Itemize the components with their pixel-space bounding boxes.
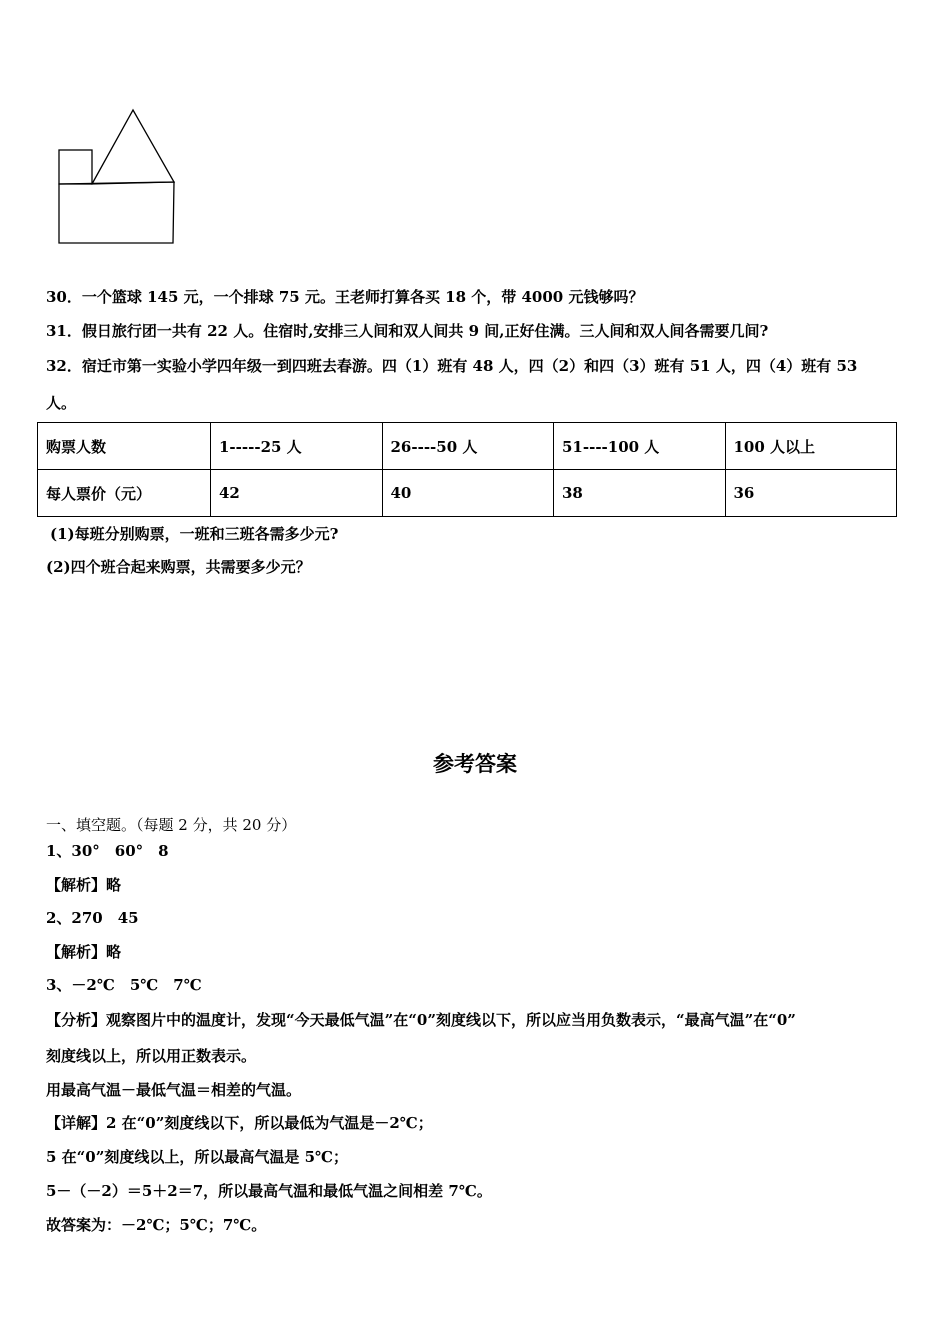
question-32-continued: 人。 (46, 394, 77, 412)
answer-3-formula: 用最高气温－最低气温＝相差的气温。 (46, 1081, 302, 1099)
question-31: 31．假日旅行团一共有 22 人。住宿时,安排三人间和双人间共 9 间,正好住满。三人间和双人间各需要几间? (46, 322, 769, 340)
answer-2-note: 【解析】略 (46, 943, 122, 961)
answer-title: 参考答案 (433, 752, 517, 776)
answer-1-note: 【解析】略 (46, 876, 122, 894)
answer-3: 3、－2℃ 5℃ 7℃ (46, 976, 202, 994)
table-cell: 100 人以上 (725, 423, 897, 470)
table-cell: 38 (554, 470, 726, 517)
answer-2: 2、270 45 (46, 909, 139, 927)
answer-3-detail-3: 5－（－2）＝5＋2＝7，所以最高气温和最低气温之间相差 7℃。 (46, 1182, 492, 1200)
answer-3-detail-1: 【详解】2 在“0”刻度线以下，所以最低为气温是－2℃； (46, 1114, 433, 1132)
sub-question-1: (1)每班分别购票，一班和三班各需多少元? (50, 525, 339, 543)
answer-3-analysis: 【分析】观察图片中的温度计，发现“今天最低气温”在“0”刻度线以下，所以应当用负数表示，“最高气温”在“0” (46, 1011, 796, 1029)
answer-3-final: 故答案为：－2℃；5℃；7℃。 (46, 1216, 267, 1234)
table-row (38, 423, 897, 470)
table-cell: 购票人数 (38, 423, 211, 470)
table-row (38, 470, 897, 517)
sub-question-2: (2)四个班合起来购票，共需要多少元？ (46, 558, 311, 576)
table-cell: 1-----25 人 (211, 423, 383, 470)
question-32: 32．宿迁市第一实验小学四年级一到四班去春游。四（1）班有 48 人，四（2）和四（3）班有 51 人，四（4）班有 53 (46, 357, 858, 375)
answer-3-detail-2: 5 在“0”刻度线以上，所以最高气温是 5℃； (46, 1148, 348, 1166)
house-shape-figure (56, 106, 180, 248)
table-cell: 42 (211, 470, 383, 517)
small-square (59, 150, 92, 184)
table-cell: 每人票价（元） (38, 470, 211, 517)
answer-1: 1、30° 60° 8 (46, 842, 169, 860)
question-30: 30．一个篮球 145 元，一个排球 75 元。王老师打算各买 18 个，带 4000 元钱够吗？ (46, 288, 644, 306)
answer-3-analysis-continued: 刻度线以上，所以用正数表示。 (46, 1047, 257, 1065)
base-rectangle (59, 182, 174, 243)
table-cell: 26----50 人 (382, 423, 554, 470)
table-cell: 36 (725, 470, 897, 517)
section-heading: 一、填空题。（每题 2 分，共 20 分） (46, 816, 297, 834)
table-cell: 40 (382, 470, 554, 517)
table-cell: 51----100 人 (554, 423, 726, 470)
triangle (92, 110, 174, 184)
ticket-price-table (37, 422, 897, 517)
